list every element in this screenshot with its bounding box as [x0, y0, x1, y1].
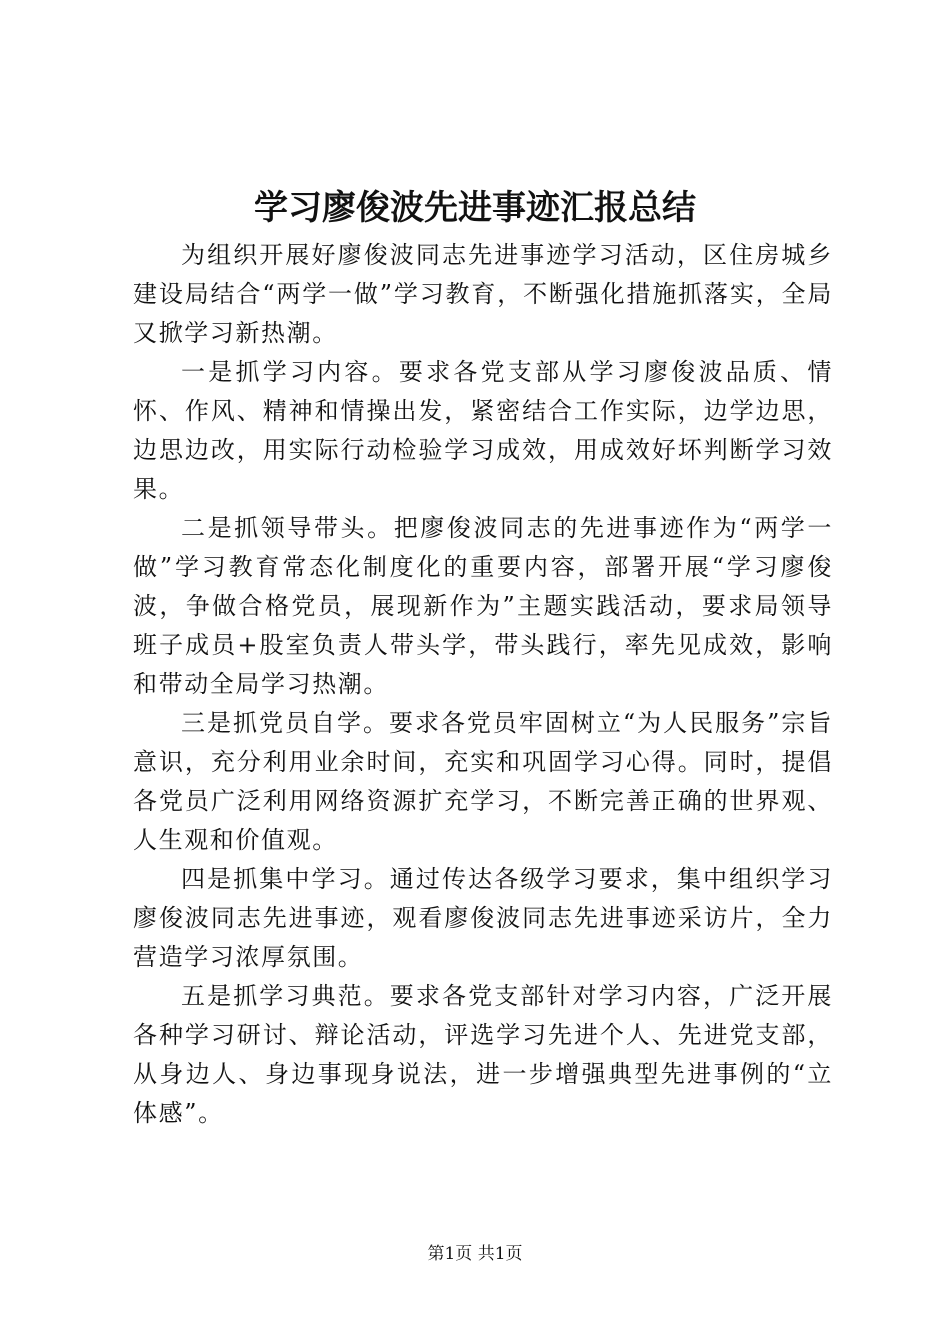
page-footer: 第1页 共1页: [427, 1244, 523, 1264]
paragraph-intro: 为组织开展好廖俊波同志先进事迹学习活动，区住房城乡建设局结合“两学一做”学习教育，不断强化措施抓落实，全局又掀学习新热潮。: [133, 241, 833, 347]
paragraph-point-1: 一是抓学习内容。要求各党支部从学习廖俊波品质、情怀、作风、精神和情操出发，紧密结合工作实际，边学边思，边思边改，用实际行动检验学习成效，用成效好坏判断学习效果。: [133, 358, 833, 503]
paragraph-point-5: 五是抓学习典范。要求各党支部针对学习内容，广泛开展各种学习研讨、辩论活动，评选学习先进个人、先进党支部，从身边人、身边事现身说法，进一步增强典型先进事例的“立体感”。: [133, 982, 833, 1127]
document-title: 学习廖俊波先进事迹汇报总结: [254, 188, 696, 228]
paragraph-point-3: 三是抓党员自学。要求各党员牢固树立“为人民服务”宗旨意识，充分利用业余时间，充实和巩固学习心得。同时，提倡各党员广泛利用网络资源扩充学习，不断完善正确的世界观、人生观和价值观。: [133, 709, 833, 854]
paragraph-point-2: 二是抓领导带头。把廖俊波同志的先进事迹作为“两学一做”学习教育常态化制度化的重要内容，部署开展“学习廖俊波，争做合格党员，展现新作为”主题实践活动，要求局领导班子成员+股室负责人带头学，带头践行，率先见成效，影响和带动全局学习热潮。: [133, 514, 833, 698]
paragraph-point-4: 四是抓集中学习。通过传达各级学习要求，集中组织学习廖俊波同志先进事迹，观看廖俊波同志先进事迹采访片，全力营造学习浓厚氛围。: [133, 865, 833, 971]
document-body: [133, 236, 833, 1133]
